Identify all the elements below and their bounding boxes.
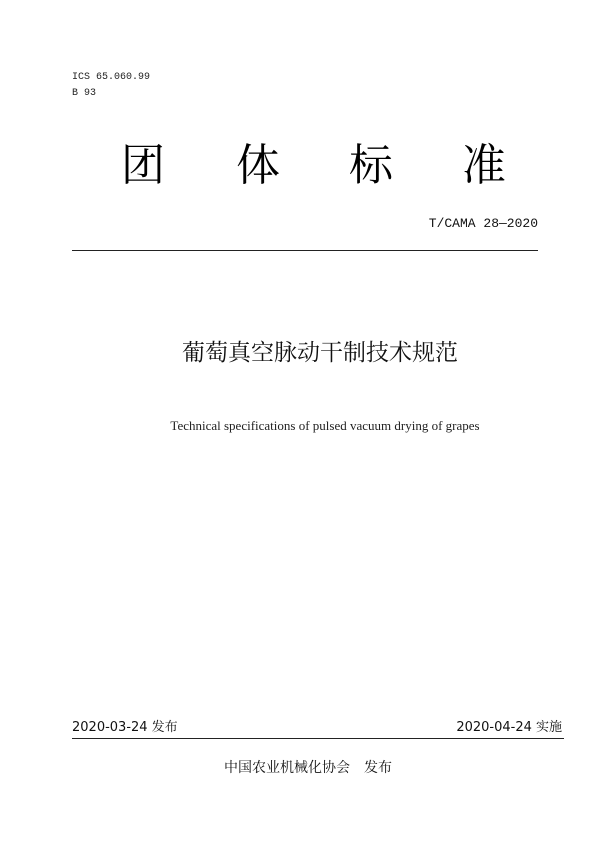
publisher-name: 中国农业机械化协会	[224, 760, 350, 776]
footer-divider	[72, 738, 564, 739]
implementation-date: 2020-04-24 实施	[456, 720, 562, 735]
classification-codes	[72, 70, 150, 102]
header-char-1: 团	[121, 140, 165, 191]
standard-number: T/CAMA 28—2020	[428, 216, 538, 231]
publisher-action: 发布	[364, 760, 392, 776]
ccs-code: B 93	[72, 88, 97, 99]
ics-code: ICS 65.060.99	[72, 72, 151, 83]
header-char-2: 体	[236, 140, 280, 191]
document-title: 葡萄真空脉动干制技术规范	[182, 340, 458, 366]
header-char-3: 标	[349, 140, 393, 191]
publisher-line	[224, 757, 392, 777]
document-type-header	[0, 138, 600, 198]
header-char-4: 准	[462, 140, 506, 191]
issue-date: 2020-03-24 发布	[72, 720, 178, 735]
header-divider	[72, 250, 538, 251]
document-subtitle-english: Technical specifications of pulsed vacuum drying of grapes	[170, 418, 480, 433]
